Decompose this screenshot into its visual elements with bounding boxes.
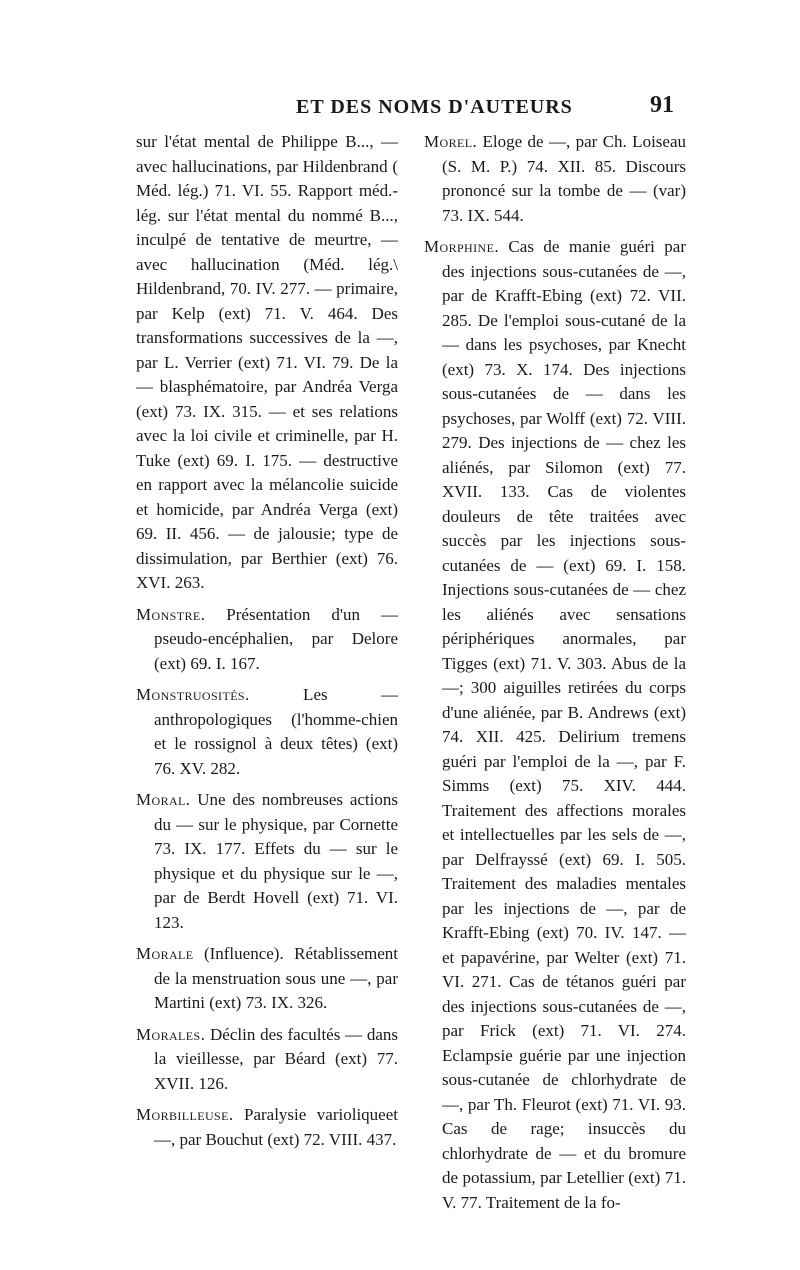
headword: Morale — [136, 944, 194, 963]
right-column — [424, 130, 686, 1222]
index-entry-morales — [136, 1023, 398, 1097]
entry-text: Une des nombreuses actions du — sur le physique, par Cornette 73. IX. 177. Effets du — sur le physique et du physique sur le —, par de Berdt Hovell (ext) 71. VI. 123. — [154, 790, 398, 932]
headword: Morbilleuse. — [136, 1105, 234, 1124]
left-column — [136, 130, 398, 1159]
entry-text: Cas de manie guéri par des injections sous-cutanées de —, par de Krafft-Ebing (ext) 72. VII. 285. De l'emploi sous-cutané de la — dans les psychoses, par Knecht (ext) 73. X. 174. Des injections sous-cutanées de — dans les psychoses, par Wolff (ext) 72. VIII. 279. Des injections de — chez les aliénés, par Silomon (ext) 77. XVII. 133. Cas de violentes douleurs de tête traitées avec succès par les injections sous-cutanées de — (ext) 69. I. 158. Injections sous-cutanées de — chez les aliénés avec sensations périphériques anormales, par Tigges (ext) 71. V. 303. Abus de la —; 300 aiguilles retirées du corps d'une aliénée, par B. Andrews (ext) 74. XII. 425. Delirium tremens guéri par l'emploi de la —, par F. Simms (ext) 75. XIV. 444. Traitement des affections morales et intellectuelles par les sels de —, par Delfrayssé (ext) 69. I. 505. Traitement des maladies mentales par les injections de —, par de Krafft-Ebing (ext) 70. IV. 147. — et papavérine, par Welter (ext) 71. VI. 271. Cas de tétanos guéri par des injections sous-cutanées de —, par Frick (ext) 71. VI. 274. Eclampsie guérie par une injection sous-cutanée de chlorhydrate de —, par Th. Fleurot (ext) 71. VI. 93. Cas de rage; insuccès du chlorhydrate de — et du bromure de potassium, par Letellier (ext) 71. V. 77. Traitement de la fo- — [442, 237, 686, 1212]
continued-entry: sur l'état mental de Philippe B..., — avec hallucinations, par Hildenbrand ( Méd. lég.) 71. VI. 55. Rapport méd.-lég. sur l'état mental du nommé B..., inculpé de tentative de meurtre, — avec hallucination (Méd. lég.\ Hildenbrand, 70. IV. 277. — primaire, par Kelp (ext) 71. V. 464. Des transformations successives de la —, par L. Verrier (ext) 71. VI. 79. De la — blasphématoire, par Andréa Verga (ext) 73. IX. 315. — et ses relations avec la loi civile et criminelle, par H. Tuke (ext) 69. I. 175. — destructive en rapport avec la mélancolie suicide et homicide, par Andréa Verga (ext) 69. II. 456. — de jalousie; type de dissimulation, par Berthier (ext) 76. XVI. 263. — [136, 132, 398, 592]
index-entry-moral — [136, 788, 398, 935]
page-number: 91 — [650, 92, 674, 118]
running-title: ET DES NOMS D'AUTEURS — [296, 96, 573, 118]
entry-text: Eloge de —, par Ch. Loiseau (S. M. P.) 74. XII. 85. Discours prononcé sur la tombe de — (var) 73. IX. 544. — [442, 132, 686, 225]
headword: Morales. — [136, 1024, 206, 1044]
headword: Morel. — [424, 132, 478, 151]
headword: Monstre. — [136, 604, 206, 624]
running-head — [0, 92, 800, 126]
headword: Moral. — [136, 790, 191, 809]
entry-text: Présentation d'un — pseudo-encéphalien, par Delore (ext) 69. I. 167. — [154, 604, 398, 673]
index-entry-morbilleuse — [136, 1103, 398, 1152]
headword: Morphine. — [424, 237, 499, 256]
entry-text: (Influence). Rétablissement de la menstruation sous une —, par Martini (ext) 73. IX. 326. — [154, 944, 398, 1012]
entry-text: Les — anthropologiques (l'homme-chien et le rossignol à deux têtes) (ext) 76. XV. 282. — [154, 685, 398, 778]
entry-text: Paralysie varioliqueet —, par Bouchut (ext) 72. VIII. 437. — [154, 1105, 398, 1149]
index-entry-morale — [136, 942, 398, 1016]
index-entry-morphine — [424, 235, 686, 1215]
entry-text: Déclin des facultés — dans la vieillesse, par Béard (ext) 77. XVII. 126. — [154, 1024, 398, 1093]
headword: Monstruosités. — [136, 685, 250, 704]
index-entry-monstruosites — [136, 683, 398, 781]
index-entry-morel — [424, 130, 686, 228]
index-entry-monstre — [136, 603, 398, 677]
